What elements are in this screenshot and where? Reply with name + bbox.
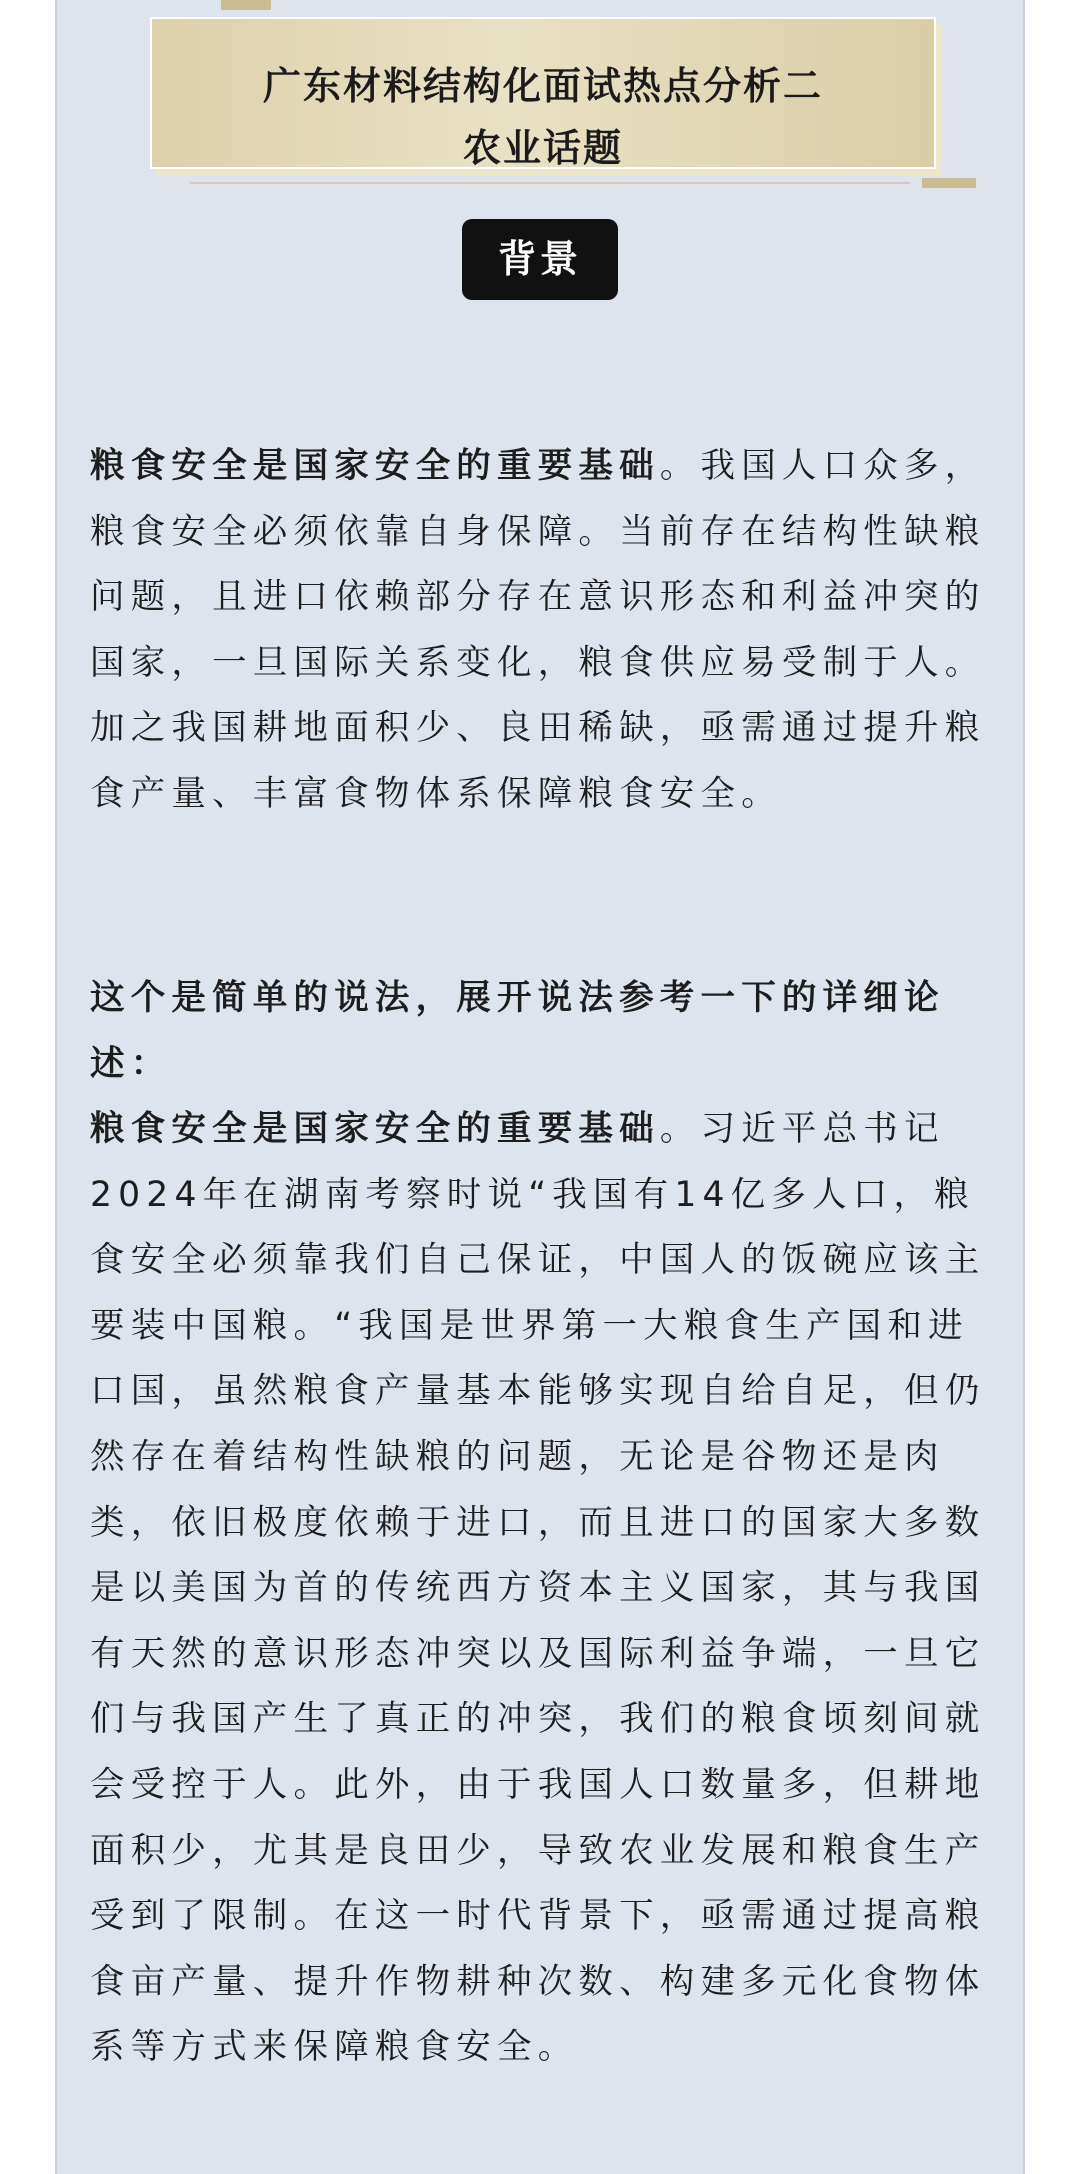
- detail-lead-bold: 粮食安全是国家安全的重要基础: [90, 1109, 660, 1149]
- detail-paragraph: [90, 1097, 990, 2081]
- title-underline: [190, 182, 910, 184]
- summary-paragraph: [90, 434, 990, 828]
- top-decoration: [221, 0, 271, 10]
- decoration-gap: [57, 0, 61, 10]
- page-title: 广东材料结构化面试热点分析二: [262, 64, 823, 108]
- title-corner-decoration: [922, 178, 976, 188]
- transition-note: 这个是简单的说法，展开说法参考一下的详细论述：: [90, 978, 945, 1084]
- page-subtitle: 农业话题: [462, 126, 623, 170]
- decoration-gap: [57, 10, 61, 20]
- summary-body: 。我国人口众多，粮食安全必须依靠自身保障。当前存在结构性缺粮问题，且进口依赖部分存在意识形态和利益冲突的国家，一旦国际关系变化，粮食供应易受制于人。加之我国耕地面积少、良田稀缺，亟需通过提升粮食产量、丰富食物体系保障粮食安全。: [90, 446, 986, 814]
- title-banner: [150, 17, 936, 169]
- summary-lead-bold: 粮食安全是国家安全的重要基础: [90, 446, 660, 486]
- section-label-badge: 背景: [462, 219, 618, 300]
- detail-body: 。习近平总书记2024年在湖南考察时说“我国有14亿多人口，粮食安全必须靠我们自己保证，中国人的饭碗应该主要装中国粮。“我国是世界第一大粮食生产国和进口国，虽然粮食产量基本能够实现自给自足，但仍然存在着结构性缺粮的问题，无论是谷物还是肉类，依旧极度依赖于进口，而且进口的国家大多数是以美国为首的传统西方资本主义国家，其与我国有天然的意识形态冲突以及国际利益争端，一旦它们与我国产生了真正的冲突，我们的粮食顷刻间就会受控于人。此外，由于我国人口数量多，但耕地面积少，尤其是良田少，导致农业发展和粮食生产受到了限制。在这一时代背景下，亟需通过提高粮食亩产量、提升作物耕种次数、构建多元化食物体系等方式来保障粮食安全。: [90, 1109, 986, 2068]
